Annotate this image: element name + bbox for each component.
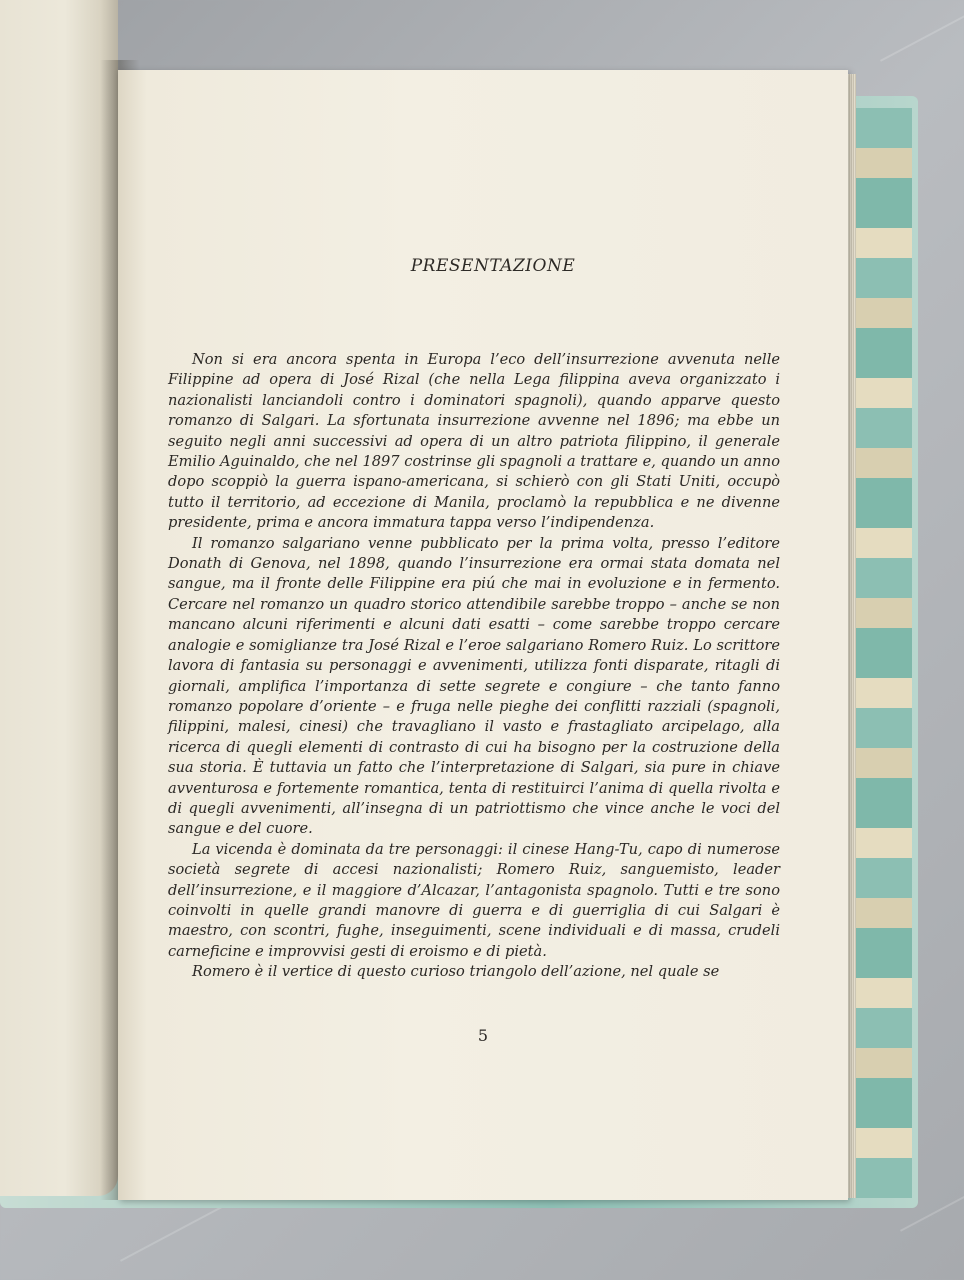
book-page bbox=[118, 70, 848, 1200]
page-edges bbox=[848, 74, 856, 1198]
body-text bbox=[168, 350, 780, 983]
floor-streak bbox=[880, 0, 964, 62]
paragraph: Non si era ancora spenta in Europa l’eco dell’insurrezione avvenuta nelle Filippine ad opera di José Rizal (che nella Lega filippina aveva organizzato i nazionalisti lanciandoli contro i dominatori spagnoli), quando apparve questo romanzo di Salgari. La sfortunata insurrezione avvenne nel 1896; ma ebbe un seguito negli anni successivi ad opera di un altro patriota filippino, il generale Emilio Aguinaldo, che nel 1897 costrinse gli spagnoli a trattare e, quando un anno dopo scoppiò la guerra ispano-americana, si schierò con gli Stati Uniti, occupò tutto il territorio, ad eccezione di Manila, proclamò la repubblica e ne divenne presidente, prima e ancora immatura tappa verso l’indipendenza. bbox=[168, 351, 780, 532]
paragraph: La vicenda è dominata da tre personaggi: il cinese Hang-Tu, capo di numerose società segrete di accesi nazionalisti; Romero Ruiz, sanguemisto, leader dell’insurrezione, e il maggiore d’Alcazar, l’antagonista spagnolo. Tutti e tre sono coinvolti in quelle grandi manovre di guerra e di guerriglia di cui Salgari è maestro, con scontri, fughe, inseguimenti, scene individuali e di massa, crudeli carneficine e improvvisi gesti di eroismo e di pietà. bbox=[168, 840, 780, 960]
paragraph: Il romanzo salgariano venne pubblicato per la prima volta, presso l’editore Donath di Genova, nel 1898, quando l’insurrezione era ormai stata domata nel sangue, ma il fronte delle Filippine era piú che mai in evoluzione e in fermento. Cercare nel romanzo un quadro storico attendibile sarebbe troppo – anche se non mancano alcuni riferimenti e alcuni dati esatti – come sarebbe troppo cercare analogie e somiglianze tra José Rizal e l’eroe salgariano Romero Ruiz. Lo scrittore lavora di fantasia su personaggi e avvenimenti, utilizza fonti disparate, ritagli di giornali, amplifica l’importanza di sette segrete e congiure – che tanto fanno romanzo popolare d’oriente – e fruga nelle pieghe dei conflitti razziali (spagnoli, filippini, malesi, cinesi) che travagliano il vasto e frastagliato arcipelago, alla ricerca di quegli elementi di contrasto di cui ha bisogno per la costruzione della sua storia. È tuttavia un fatto che l’interpretazione di Salgari, sia pure in chiave avventurosa e fortemente romantica, tenta di restituirci l’anima di quella rivolta e di quegli avvenimenti, all’insegna di un patriottismo che vince anche le voci del sangue e del cuore. bbox=[168, 534, 780, 838]
page-title: PRESENTAZIONE bbox=[410, 256, 576, 276]
paragraph: Romero è il vertice di questo curioso triangolo dell’azione, nel quale se bbox=[192, 963, 720, 981]
page-number: 5 bbox=[477, 1026, 489, 1045]
book-cover-edge bbox=[850, 108, 912, 1198]
